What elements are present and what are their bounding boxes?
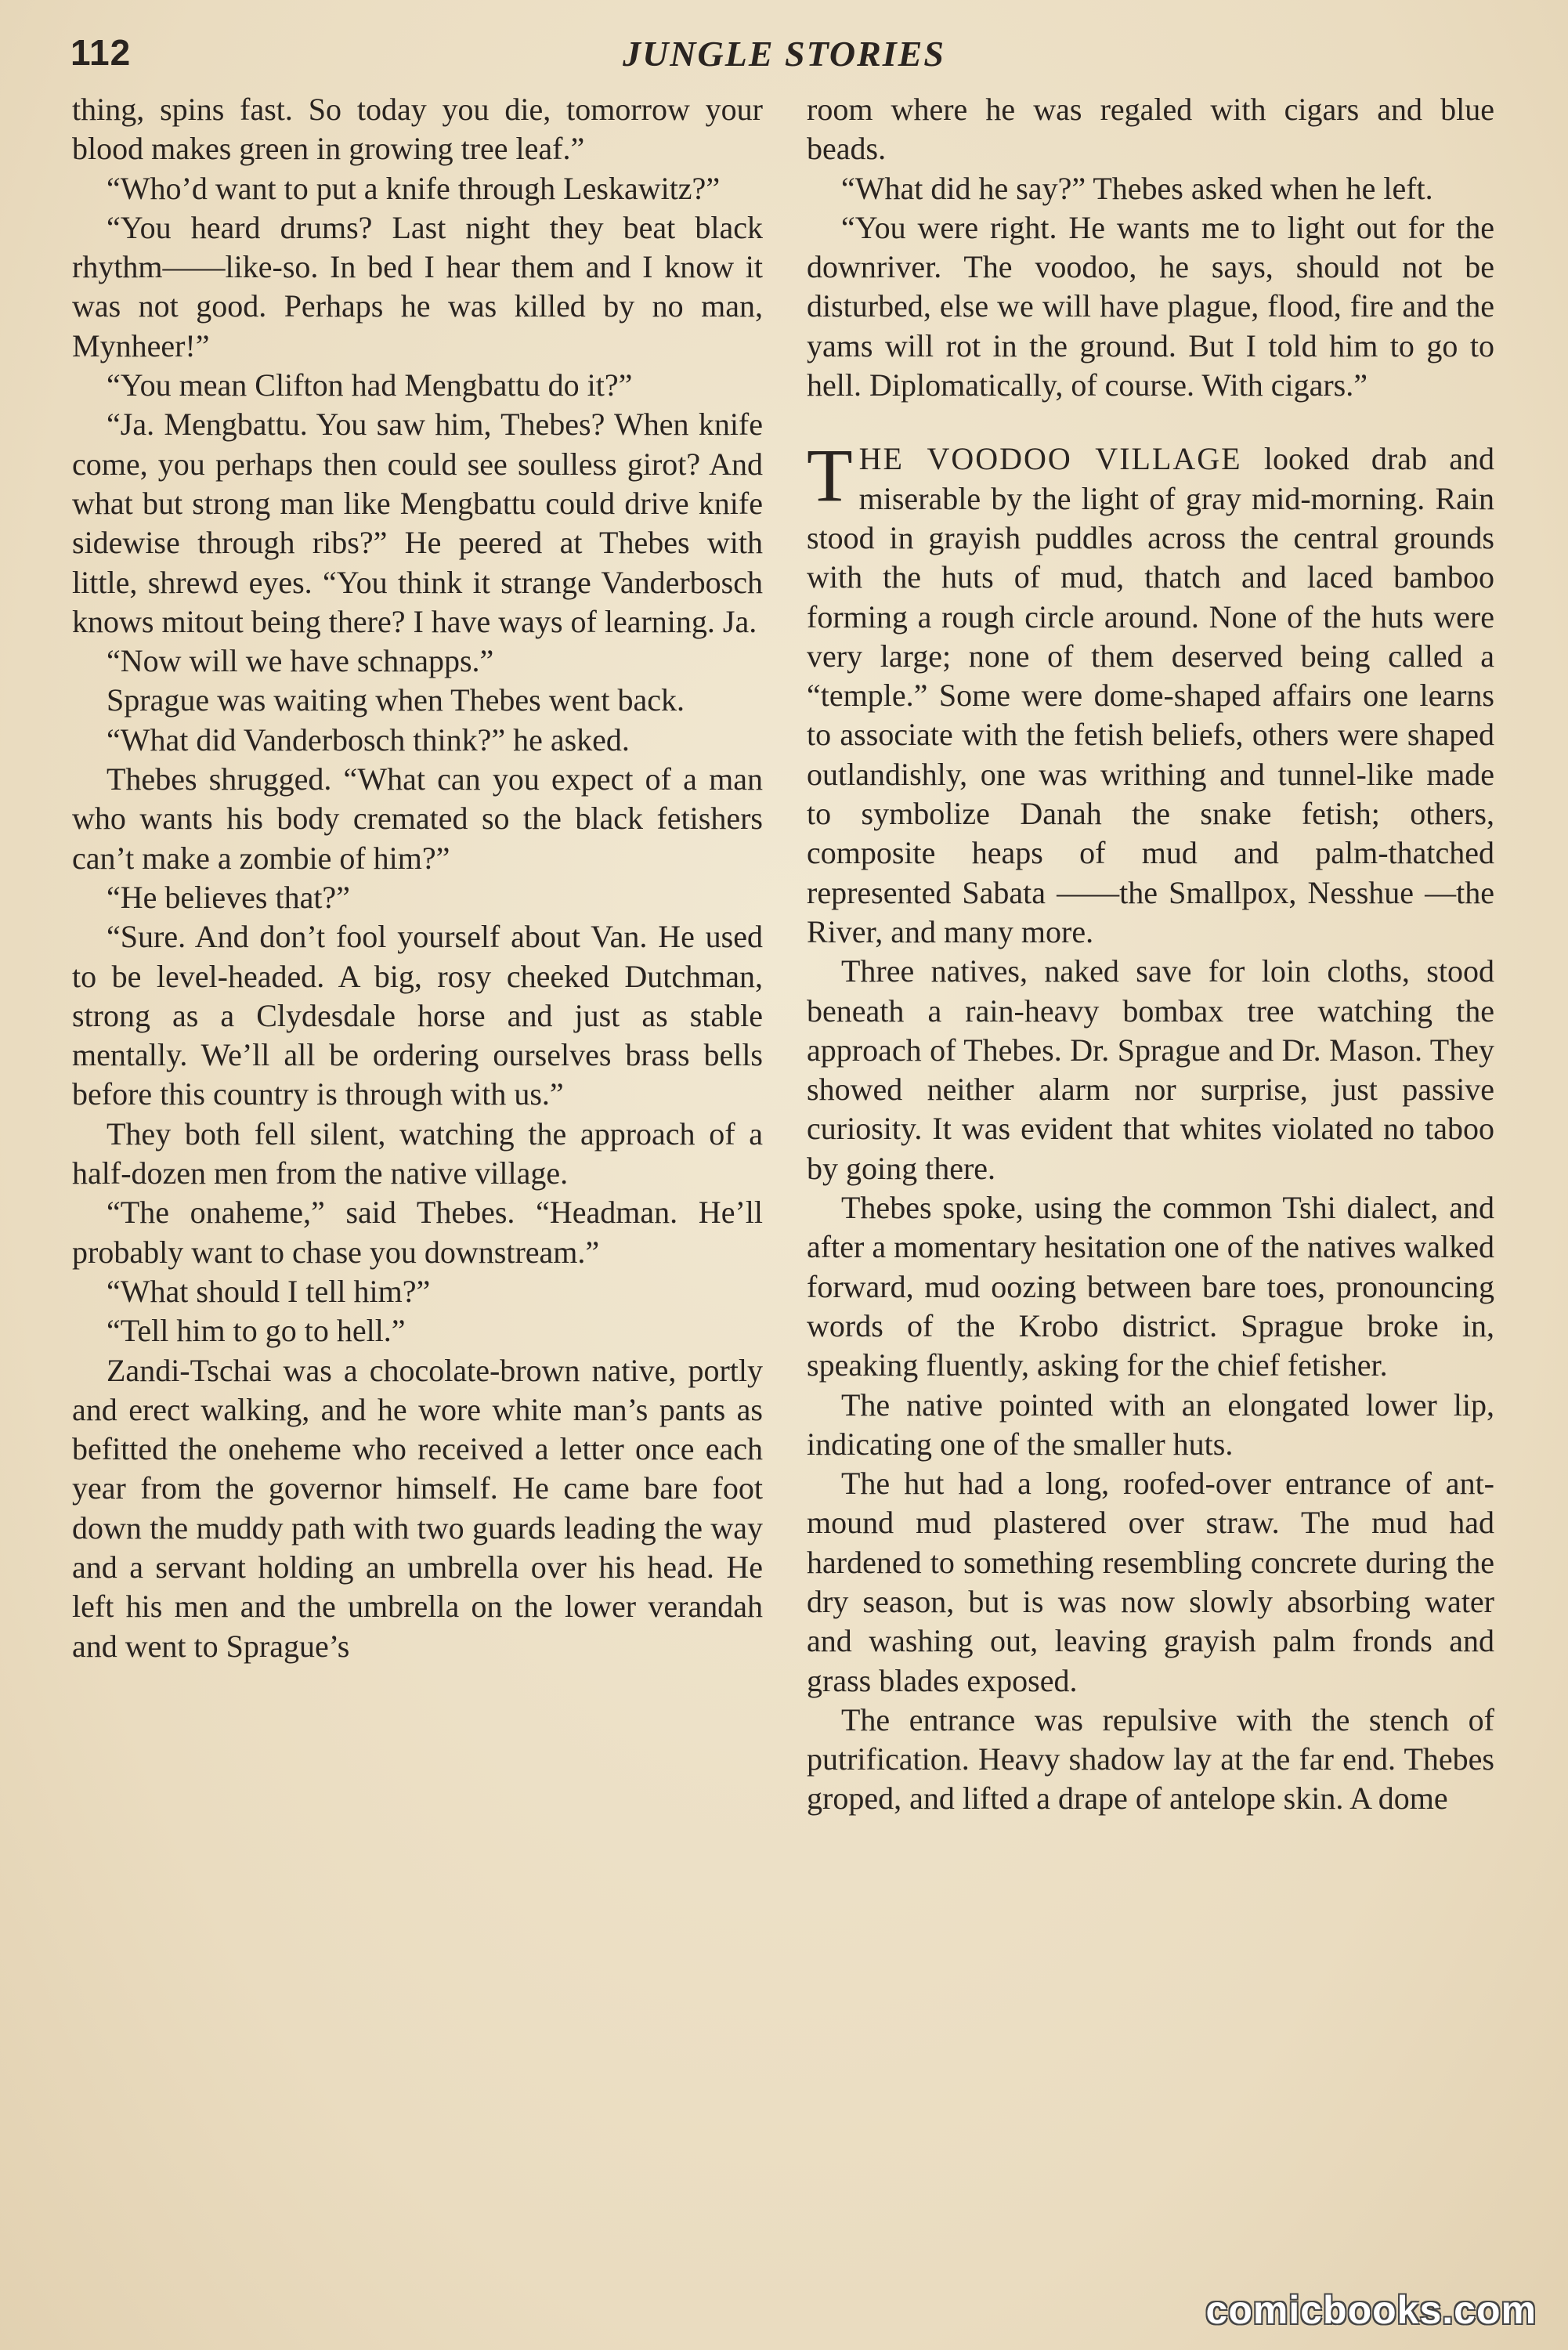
section-opening-text: looked drab and miserable by the light of gray mid-morning. Rain stood in grayish puddles across the central grounds with the huts of mud, thatch and laced bamboo forming a rough circle around. None of the huts were very large; none of them deserved being called a “temple.” Some were dome-shaped affairs one learns to associate with the fetish beliefs, others were shaped outlandishly, one was writhing and tunnel-like made to symbolize Danah the snake fetish; others, composite heaps of mud and palm-thatched represented Sabata ——the Smallpox, Nesshue —the River, and many more. xyxy=(807,441,1494,949)
section-lead-in: HE VOODOO VILLAGE xyxy=(858,441,1242,477)
paragraph: Thebes spoke, using the common Tshi dialect, and after a momentary hesitation one of the natives walked forward, mud oozing between bare toes, pronouncing words of the Krobo district. Sprague broke in, speaking fluently, asking for the chief fetisher. xyxy=(807,1190,1494,1383)
paragraph: The native pointed with an elongated lower lip, indicating one of the smaller huts. xyxy=(807,1386,1494,1462)
paragraph: thing, spins fast. So today you die, tomorrow your blood makes green in growing tree leaf.” xyxy=(72,92,763,167)
paragraph: Zandi-Tschai was a chocolate-brown native, portly and erect walking, and he wore white man’s pants as befitted the oneheme who received a letter once each year from the governor himself. He came bare foot down the muddy path with two guards leading the way and a servant holding an umbrella over his head. He left his men and the umbrella on the lower verandah and went to Sprague’s xyxy=(72,1352,763,1664)
page-number: 112 xyxy=(70,32,132,73)
paragraph: “Who’d want to put a knife through Leskawitz?” xyxy=(107,170,721,206)
paragraph: “You were right. He wants me to light out for the downriver. The voodoo, he says, should not be disturbed, else we will have plague, flood, fire and the yams will rot in the ground. But I told him to go to hell. Diplomatically, of course. With cigars.” xyxy=(807,209,1494,403)
paragraph: The hut had a long, roofed-over entrance of ant-mound mud plastered over straw. The mud had hardened to something resembling concrete during the dry season, but is was now slowly absorbing water and washing out, leaving grayish palm fronds and grass blades exposed. xyxy=(807,1466,1494,1698)
paragraph: “What should I tell him?” xyxy=(107,1273,431,1309)
paragraph: “What did Vanderbosch think?” he asked. xyxy=(107,721,630,757)
left-column xyxy=(72,90,763,2299)
paragraph: “What did he say?” Thebes asked when he left. xyxy=(841,170,1433,206)
paragraph: “Sure. And don’t fool yourself about Van. He used to be level-headed. A big, rosy cheeked Dutchman, strong as a Clydesdale horse and just as stable mentally. We’ll all be ordering ourselves brass bells before this country is through with us.” xyxy=(72,919,763,1112)
paragraph: Three natives, naked save for loin cloths, stood beneath a rain-heavy bombax tree watching the approach of Thebes. Dr. Sprague and Dr. Mason. They showed neither alarm nor surprise, just passive curiosity. It was evident that whites violated no taboo by going there. xyxy=(807,953,1494,1186)
paragraph: The entrance was repulsive with the stench of putrification. Heavy shadow lay at the far end. Thebes groped, and lifted a drape of antelope skin. A dome xyxy=(807,1701,1494,1817)
paragraph: “Ja. Mengbattu. You saw him, Thebes? When knife come, you perhaps then could see soulless girot? And what but strong man like Mengbattu could drive knife sidewise through ribs?” He peered at Thebes with little, shrewd eyes. “You think it strange Vanderbosch knows mitout being there? I have ways of learning. Ja. xyxy=(72,407,763,639)
drop-cap: T xyxy=(807,433,853,518)
paragraph: “He believes that?” xyxy=(107,879,350,915)
paragraph: room where he was regaled with cigars and blue beads. xyxy=(807,92,1494,167)
paragraph: “Now will we have schnapps.” xyxy=(107,643,494,679)
paragraph: “The onaheme,” said Thebes. “Headman. He’ll probably want to chase you downstream.” xyxy=(72,1195,763,1270)
paragraph: Thebes shrugged. “What can you expect of a man who wants his body cremated so the black fetishers can’t make a zombie of him?” xyxy=(72,761,763,876)
paragraph: Sprague was waiting when Thebes went back. xyxy=(107,682,685,718)
running-head: JUNGLE STORIES xyxy=(623,34,945,74)
paragraph: “You mean Clifton had Mengbattu do it?” xyxy=(107,367,633,403)
watermark: comicbooks.com xyxy=(1205,2288,1537,2332)
paragraph: “You heard drums? Last night they beat black rhythm——like-so. In bed I hear them and I know it was not good. Perhaps he was killed by no man, Mynheer!” xyxy=(72,209,763,363)
section-opening-paragraph xyxy=(807,433,1494,952)
paragraph: They both fell silent, watching the approach of a half-dozen men from the native village. xyxy=(72,1115,763,1191)
right-column xyxy=(807,90,1494,2299)
page-header xyxy=(70,31,1498,86)
paragraph: “Tell him to go to hell.” xyxy=(107,1313,406,1349)
